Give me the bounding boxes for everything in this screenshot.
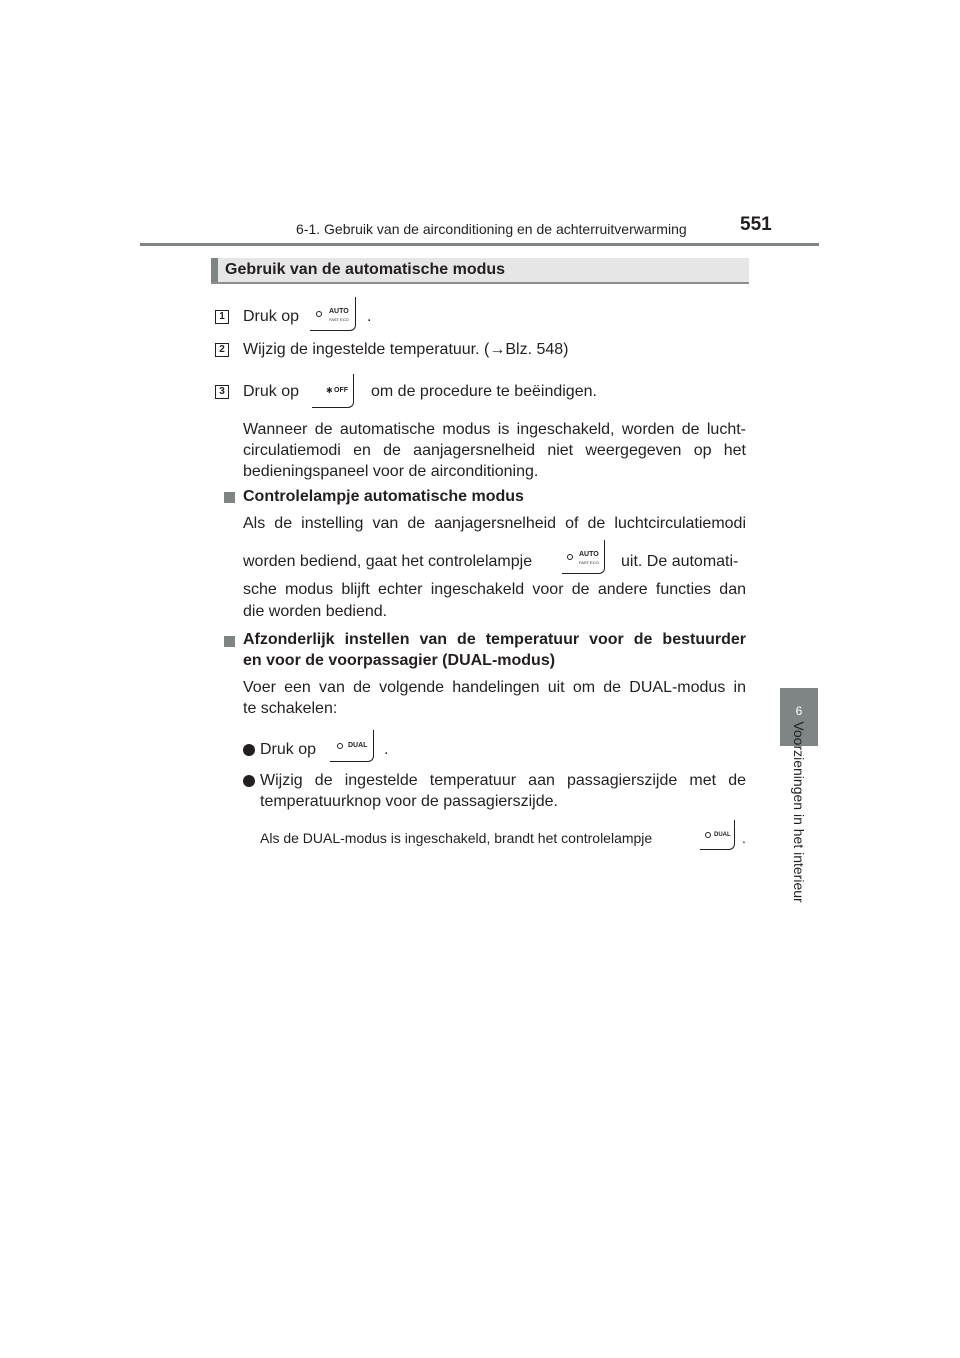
auto-indicator-icon: [562, 540, 605, 574]
running-header: 6-1. Gebruik van de airconditioning en de achterruitverwarming: [296, 221, 687, 237]
auto-indicator-label: AUTO: [579, 551, 599, 558]
dual-bullet-2-line-1: Wijzig de ingestelde temperatuur aan passagierszijde met de: [260, 772, 746, 789]
subsection-auto-line-1: Als de instelling van de aanjagersnelheid of de luchtcirculatiemodi: [243, 515, 746, 532]
round-bullet-icon: [243, 744, 255, 756]
indicator-led-icon: [337, 743, 343, 749]
dual-indicator-label: DUAL: [714, 832, 731, 838]
subsection-auto-line-2-before: worden bediend, gaat het controlelampje: [243, 553, 533, 570]
intro-line-3: bedieningspaneel voor de airconditioning.: [243, 463, 539, 480]
intro-line-2: circulatiemodi en de aanjagersnelheid niet weergegeven op het: [243, 442, 746, 459]
square-bullet-icon: [224, 636, 235, 647]
dual-note-before: Als de DUAL-modus is ingeschakeld, brandt het controlelampje: [260, 830, 653, 846]
dual-indicator-icon: [700, 820, 735, 850]
page-number: 551: [740, 214, 772, 235]
auto-button-label: AUTO: [329, 308, 349, 315]
square-bullet-icon: [224, 492, 235, 503]
round-bullet-icon: [243, 775, 255, 787]
section-heading: [211, 258, 749, 284]
auto-indicator-sublabel: FAST ECO: [579, 560, 599, 565]
dual-button-label: DUAL: [348, 742, 368, 749]
subsection-auto-line-2-after: uit. De automati-: [621, 553, 739, 570]
subsection-dual-body-line-2: te schakelen:: [243, 700, 338, 717]
section-title: Gebruik van de automatische modus: [225, 261, 506, 278]
subsection-auto-title: Controlelampje automatische modus: [243, 488, 524, 505]
dual-button-icon: [330, 730, 374, 762]
step-1-text-before: Druk op: [243, 308, 300, 325]
chapter-number: 6: [795, 704, 803, 718]
subsection-dual-title-line-2: en voor de voorpassagier (DUAL-modus): [243, 652, 556, 669]
section-heading-accent: [211, 258, 218, 282]
off-button-label: OFF: [334, 387, 348, 394]
step-number-3: 3: [215, 385, 229, 399]
off-button-icon: [312, 374, 354, 408]
step-number-2: 2: [215, 343, 229, 357]
step-number-1: 1: [215, 310, 229, 324]
header-divider: [140, 243, 819, 246]
subsection-dual-title-line-1: Afzonderlijk instellen van de temperatuur voor de bestuurder: [243, 631, 746, 648]
dual-bullet-2-line-2: temperatuurknop voor de passagierszijde.: [260, 793, 558, 810]
step-1-text-after: .: [367, 308, 372, 325]
indicator-led-icon: [567, 554, 573, 560]
auto-button-icon: [310, 297, 356, 331]
step-3-text-before: Druk op: [243, 383, 300, 400]
dual-bullet-1-before: Druk op: [260, 741, 317, 758]
dual-note-after: .: [742, 830, 746, 846]
indicator-led-icon: [705, 832, 711, 838]
subsection-dual-body-line-1: Voer een van de volgende handelingen uit om de DUAL-modus in: [243, 679, 746, 696]
auto-button-sublabel: FAST ECO: [329, 317, 349, 322]
indicator-led-icon: [316, 311, 322, 317]
fan-icon: ✱: [326, 386, 333, 395]
subsection-auto-line-3: sche modus blijft echter ingeschakeld voor de andere functies dan: [243, 581, 746, 598]
chapter-title: Voorzieningen in het interieur: [791, 721, 807, 903]
dual-bullet-1-after: .: [384, 741, 389, 758]
step-2-text: Wijzig de ingestelde temperatuur. (→Blz. 548): [243, 341, 569, 358]
intro-line-1: Wanneer de automatische modus is ingeschakeld, worden de lucht-: [243, 421, 746, 438]
subsection-auto-line-4: die worden bediend.: [243, 603, 388, 620]
step-3-text-after: om de procedure te beëindigen.: [371, 383, 597, 400]
